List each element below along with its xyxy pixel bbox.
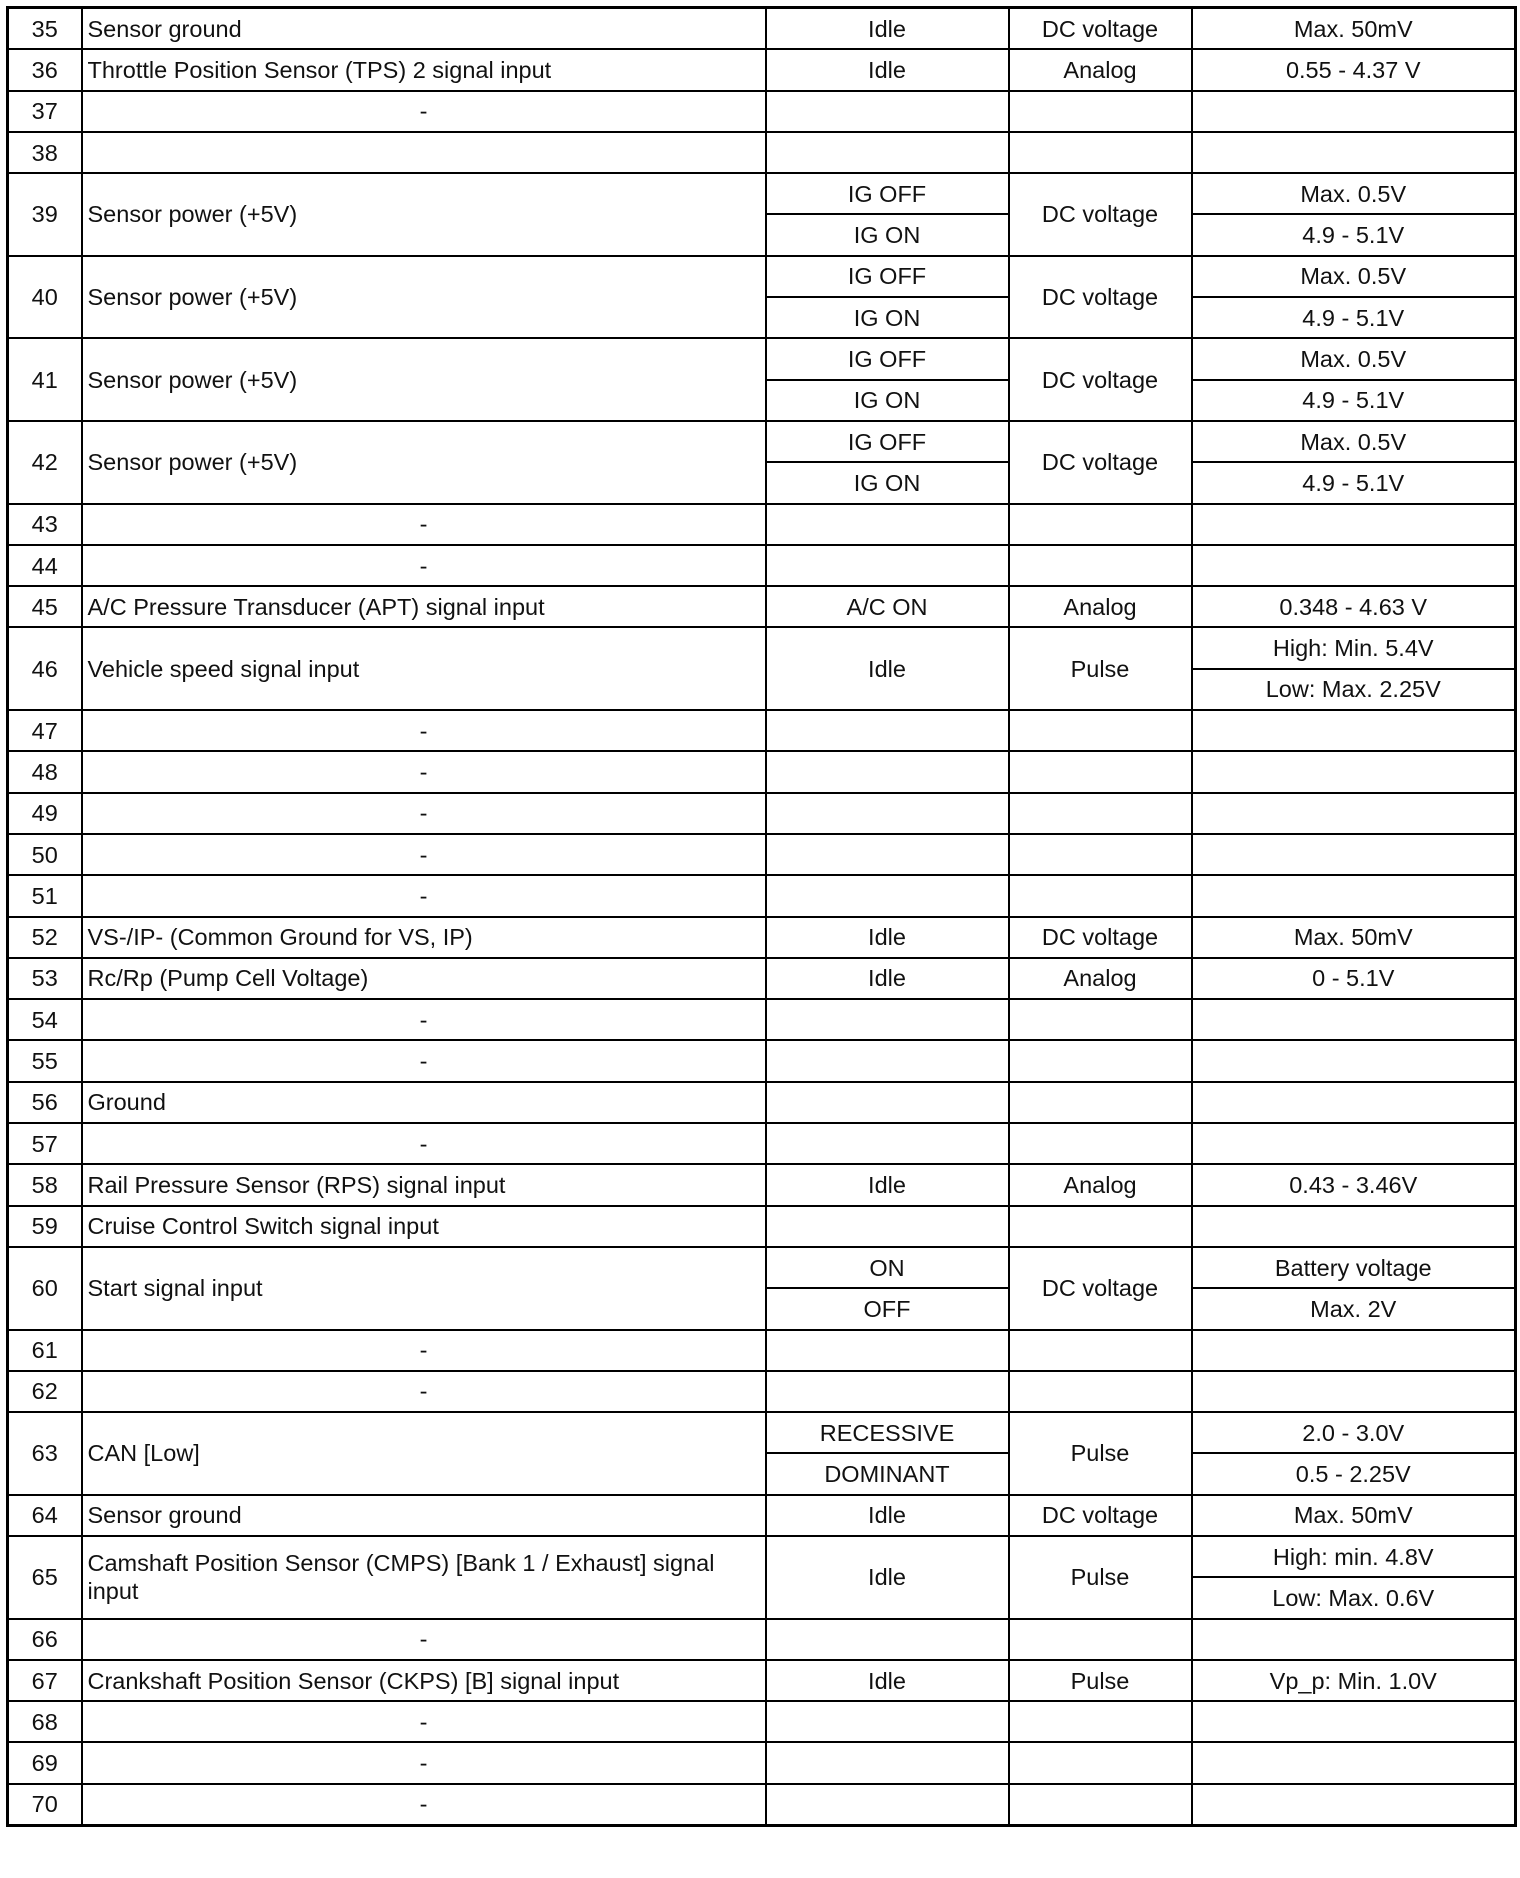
pin-condition: [766, 132, 1009, 173]
pin-level: 0.5 - 2.25V: [1192, 1453, 1516, 1494]
pin-signal-type: DC voltage: [1009, 256, 1192, 339]
table-row: [8, 1536, 1516, 1577]
pin-signal-type: [1009, 793, 1192, 834]
pin-number: 54: [8, 999, 82, 1040]
table-row: [8, 1164, 1516, 1205]
table-row: [8, 1040, 1516, 1081]
pin-description: Sensor power (+5V): [82, 256, 766, 339]
pin-condition: [766, 1371, 1009, 1412]
pin-condition: [766, 1206, 1009, 1247]
pin-level: 0.348 - 4.63 V: [1192, 586, 1516, 627]
pin-signal-type: [1009, 751, 1192, 792]
pin-condition: Idle: [766, 1164, 1009, 1205]
pin-description: A/C Pressure Transducer (APT) signal input: [82, 586, 766, 627]
pin-description: Sensor power (+5V): [82, 421, 766, 504]
pin-number: 51: [8, 875, 82, 916]
pin-number: 55: [8, 1040, 82, 1081]
table-row: [8, 1247, 1516, 1288]
table-row: [8, 710, 1516, 751]
pin-number: 50: [8, 834, 82, 875]
pin-condition: DOMINANT: [766, 1453, 1009, 1494]
pin-number: 60: [8, 1247, 82, 1330]
pin-number: 40: [8, 256, 82, 339]
pin-description: -: [82, 1123, 766, 1164]
pin-signal-type: [1009, 91, 1192, 132]
pin-signal-type: [1009, 1742, 1192, 1783]
pin-level: [1192, 545, 1516, 586]
table-row: [8, 1206, 1516, 1247]
pin-level: [1192, 1330, 1516, 1371]
pin-number: 57: [8, 1123, 82, 1164]
pin-number: 61: [8, 1330, 82, 1371]
pin-level: Vp_p: Min. 1.0V: [1192, 1660, 1516, 1701]
pin-condition: Idle: [766, 1660, 1009, 1701]
pin-number: 56: [8, 1082, 82, 1123]
pin-number: 41: [8, 338, 82, 421]
pin-condition: IG OFF: [766, 173, 1009, 214]
pin-signal-type: Pulse: [1009, 1660, 1192, 1701]
pin-signal-type: [1009, 1784, 1192, 1826]
pin-condition: IG ON: [766, 462, 1009, 503]
table-row: [8, 421, 1516, 462]
pin-level: Max. 50mV: [1192, 8, 1516, 50]
pin-signal-type: [1009, 999, 1192, 1040]
pin-signal-type: Pulse: [1009, 627, 1192, 710]
pin-level: [1192, 1040, 1516, 1081]
pin-description: -: [82, 1784, 766, 1826]
pin-condition: [766, 1082, 1009, 1123]
pin-number: 53: [8, 958, 82, 999]
pin-level: [1192, 1371, 1516, 1412]
pin-level: [1192, 1619, 1516, 1660]
pin-condition: [766, 1330, 1009, 1371]
pin-description: -: [82, 793, 766, 834]
table-row: [8, 256, 1516, 297]
pin-level: [1192, 999, 1516, 1040]
pin-description: Vehicle speed signal input: [82, 627, 766, 710]
table-row: [8, 338, 1516, 379]
pin-level: 0.43 - 3.46V: [1192, 1164, 1516, 1205]
pin-number: 46: [8, 627, 82, 710]
pin-condition: [766, 1619, 1009, 1660]
pin-condition: [766, 1123, 1009, 1164]
pin-signal-type: [1009, 1330, 1192, 1371]
pin-description: Start signal input: [82, 1247, 766, 1330]
pin-description: -: [82, 1371, 766, 1412]
pin-signal-type: [1009, 1123, 1192, 1164]
pin-number: 63: [8, 1412, 82, 1495]
pin-number: 35: [8, 8, 82, 50]
pin-description: [82, 132, 766, 173]
pin-signal-type: Analog: [1009, 586, 1192, 627]
pin-level: Low: Max. 2.25V: [1192, 669, 1516, 710]
table-row: [8, 173, 1516, 214]
pin-number: 70: [8, 1784, 82, 1826]
pin-description: Cruise Control Switch signal input: [82, 1206, 766, 1247]
pin-condition: IG ON: [766, 380, 1009, 421]
pin-signal-type: [1009, 1082, 1192, 1123]
pin-description: Rail Pressure Sensor (RPS) signal input: [82, 1164, 766, 1205]
pin-level: 4.9 - 5.1V: [1192, 462, 1516, 503]
table-row: [8, 545, 1516, 586]
pin-description: Throttle Position Sensor (TPS) 2 signal input: [82, 49, 766, 90]
pin-level: Max. 0.5V: [1192, 256, 1516, 297]
pin-level: [1192, 1784, 1516, 1826]
pin-signal-type: DC voltage: [1009, 917, 1192, 958]
table-row: [8, 1701, 1516, 1742]
pin-condition: [766, 91, 1009, 132]
table-row: [8, 132, 1516, 173]
pin-signal-type: DC voltage: [1009, 421, 1192, 504]
pin-number: 42: [8, 421, 82, 504]
table-row: [8, 1784, 1516, 1826]
table-row: [8, 958, 1516, 999]
pin-description: -: [82, 1701, 766, 1742]
pin-level: [1192, 751, 1516, 792]
pin-description: Sensor power (+5V): [82, 338, 766, 421]
pin-signal-type: DC voltage: [1009, 8, 1192, 50]
pin-table-sheet: [6, 6, 1517, 1827]
pin-table: [6, 6, 1517, 1827]
pin-description: -: [82, 875, 766, 916]
pin-condition: IG ON: [766, 297, 1009, 338]
pin-level: [1192, 710, 1516, 751]
pin-condition: [766, 1701, 1009, 1742]
pin-condition: RECESSIVE: [766, 1412, 1009, 1453]
pin-level: High: min. 4.8V: [1192, 1536, 1516, 1577]
table-row: [8, 1371, 1516, 1412]
pin-signal-type: [1009, 875, 1192, 916]
pin-description: -: [82, 545, 766, 586]
pin-condition: Idle: [766, 1495, 1009, 1536]
pin-signal-type: [1009, 1040, 1192, 1081]
pin-signal-type: [1009, 710, 1192, 751]
pin-number: 67: [8, 1660, 82, 1701]
pin-level: [1192, 1123, 1516, 1164]
pin-level: [1192, 793, 1516, 834]
pin-level: [1192, 875, 1516, 916]
pin-level: 0 - 5.1V: [1192, 958, 1516, 999]
pin-signal-type: [1009, 504, 1192, 545]
pin-condition: IG OFF: [766, 256, 1009, 297]
pin-number: 49: [8, 793, 82, 834]
pin-number: 69: [8, 1742, 82, 1783]
pin-signal-type: DC voltage: [1009, 173, 1192, 256]
pin-condition: [766, 751, 1009, 792]
pin-number: 62: [8, 1371, 82, 1412]
pin-signal-type: [1009, 1371, 1192, 1412]
table-row: [8, 49, 1516, 90]
pin-description: Sensor power (+5V): [82, 173, 766, 256]
pin-number: 39: [8, 173, 82, 256]
table-row: [8, 627, 1516, 668]
table-row: [8, 834, 1516, 875]
pin-number: 64: [8, 1495, 82, 1536]
pin-condition: IG ON: [766, 214, 1009, 255]
pin-level: 4.9 - 5.1V: [1192, 297, 1516, 338]
pin-description: Camshaft Position Sensor (CMPS) [Bank 1 / Exhaust] signal input: [82, 1536, 766, 1619]
pin-number: 48: [8, 751, 82, 792]
pin-signal-type: [1009, 132, 1192, 173]
pin-level: [1192, 132, 1516, 173]
pin-signal-type: [1009, 1619, 1192, 1660]
pin-level: Low: Max. 0.6V: [1192, 1577, 1516, 1618]
pin-condition: Idle: [766, 49, 1009, 90]
pin-level: [1192, 1701, 1516, 1742]
pin-level: Max. 0.5V: [1192, 338, 1516, 379]
pin-number: 52: [8, 917, 82, 958]
pin-number: 65: [8, 1536, 82, 1619]
pin-description: -: [82, 91, 766, 132]
table-row: [8, 8, 1516, 50]
table-row: [8, 1660, 1516, 1701]
pin-description: Ground: [82, 1082, 766, 1123]
pin-level: Max. 0.5V: [1192, 173, 1516, 214]
pin-number: 44: [8, 545, 82, 586]
pin-signal-type: DC voltage: [1009, 338, 1192, 421]
table-row: [8, 875, 1516, 916]
pin-description: -: [82, 1040, 766, 1081]
pin-level: Max. 2V: [1192, 1288, 1516, 1329]
table-row: [8, 917, 1516, 958]
pin-number: 43: [8, 504, 82, 545]
pin-description: Sensor ground: [82, 8, 766, 50]
pin-number: 45: [8, 586, 82, 627]
pin-description: -: [82, 504, 766, 545]
pin-number: 66: [8, 1619, 82, 1660]
pin-condition: [766, 504, 1009, 545]
pin-description: -: [82, 1619, 766, 1660]
pin-signal-type: [1009, 834, 1192, 875]
pin-number: 59: [8, 1206, 82, 1247]
pin-condition: IG OFF: [766, 338, 1009, 379]
pin-signal-type: Pulse: [1009, 1536, 1192, 1619]
pin-level: Max. 50mV: [1192, 917, 1516, 958]
pin-condition: Idle: [766, 917, 1009, 958]
pin-level: [1192, 1082, 1516, 1123]
pin-level: [1192, 1206, 1516, 1247]
pin-number: 58: [8, 1164, 82, 1205]
pin-condition: IG OFF: [766, 421, 1009, 462]
pin-description: -: [82, 834, 766, 875]
pin-number: 36: [8, 49, 82, 90]
pin-level: 4.9 - 5.1V: [1192, 214, 1516, 255]
pin-level: Max. 0.5V: [1192, 421, 1516, 462]
pin-description: -: [82, 1742, 766, 1783]
pin-level: 4.9 - 5.1V: [1192, 380, 1516, 421]
pin-number: 38: [8, 132, 82, 173]
pin-condition: [766, 710, 1009, 751]
pin-condition: [766, 875, 1009, 916]
pin-condition: [766, 793, 1009, 834]
pin-signal-type: DC voltage: [1009, 1495, 1192, 1536]
pin-condition: OFF: [766, 1288, 1009, 1329]
pin-level: [1192, 1742, 1516, 1783]
table-row: [8, 1742, 1516, 1783]
pin-description: Sensor ground: [82, 1495, 766, 1536]
pin-condition: Idle: [766, 958, 1009, 999]
pin-number: 37: [8, 91, 82, 132]
pin-signal-type: [1009, 1701, 1192, 1742]
pin-signal-type: [1009, 545, 1192, 586]
table-row: [8, 1619, 1516, 1660]
pin-level: [1192, 91, 1516, 132]
table-row: [8, 1330, 1516, 1371]
pin-table-body: [8, 8, 1516, 1826]
pin-level: Battery voltage: [1192, 1247, 1516, 1288]
pin-description: VS-/IP- (Common Ground for VS, IP): [82, 917, 766, 958]
table-row: [8, 586, 1516, 627]
table-row: [8, 1123, 1516, 1164]
pin-description: Rc/Rp (Pump Cell Voltage): [82, 958, 766, 999]
table-row: [8, 91, 1516, 132]
table-row: [8, 504, 1516, 545]
pin-description: -: [82, 999, 766, 1040]
pin-number: 47: [8, 710, 82, 751]
pin-description: -: [82, 1330, 766, 1371]
pin-condition: [766, 834, 1009, 875]
pin-condition: Idle: [766, 8, 1009, 50]
table-row: [8, 1412, 1516, 1453]
table-row: [8, 1495, 1516, 1536]
pin-description: -: [82, 751, 766, 792]
table-row: [8, 751, 1516, 792]
pin-signal-type: Analog: [1009, 49, 1192, 90]
pin-level: [1192, 834, 1516, 875]
pin-signal-type: Pulse: [1009, 1412, 1192, 1495]
pin-level: Max. 50mV: [1192, 1495, 1516, 1536]
pin-level: 2.0 - 3.0V: [1192, 1412, 1516, 1453]
pin-condition: A/C ON: [766, 586, 1009, 627]
pin-signal-type: DC voltage: [1009, 1247, 1192, 1330]
pin-description: CAN [Low]: [82, 1412, 766, 1495]
pin-condition: Idle: [766, 627, 1009, 710]
pin-signal-type: Analog: [1009, 958, 1192, 999]
pin-signal-type: Analog: [1009, 1164, 1192, 1205]
pin-signal-type: [1009, 1206, 1192, 1247]
pin-number: 68: [8, 1701, 82, 1742]
pin-description: Crankshaft Position Sensor (CKPS) [B] signal input: [82, 1660, 766, 1701]
pin-condition: ON: [766, 1247, 1009, 1288]
table-row: [8, 999, 1516, 1040]
pin-condition: [766, 1784, 1009, 1826]
pin-level: High: Min. 5.4V: [1192, 627, 1516, 668]
pin-description: -: [82, 710, 766, 751]
table-row: [8, 793, 1516, 834]
pin-condition: Idle: [766, 1536, 1009, 1619]
pin-level: 0.55 - 4.37 V: [1192, 49, 1516, 90]
pin-level: [1192, 504, 1516, 545]
pin-condition: [766, 1742, 1009, 1783]
table-row: [8, 1082, 1516, 1123]
pin-condition: [766, 999, 1009, 1040]
pin-condition: [766, 545, 1009, 586]
pin-condition: [766, 1040, 1009, 1081]
